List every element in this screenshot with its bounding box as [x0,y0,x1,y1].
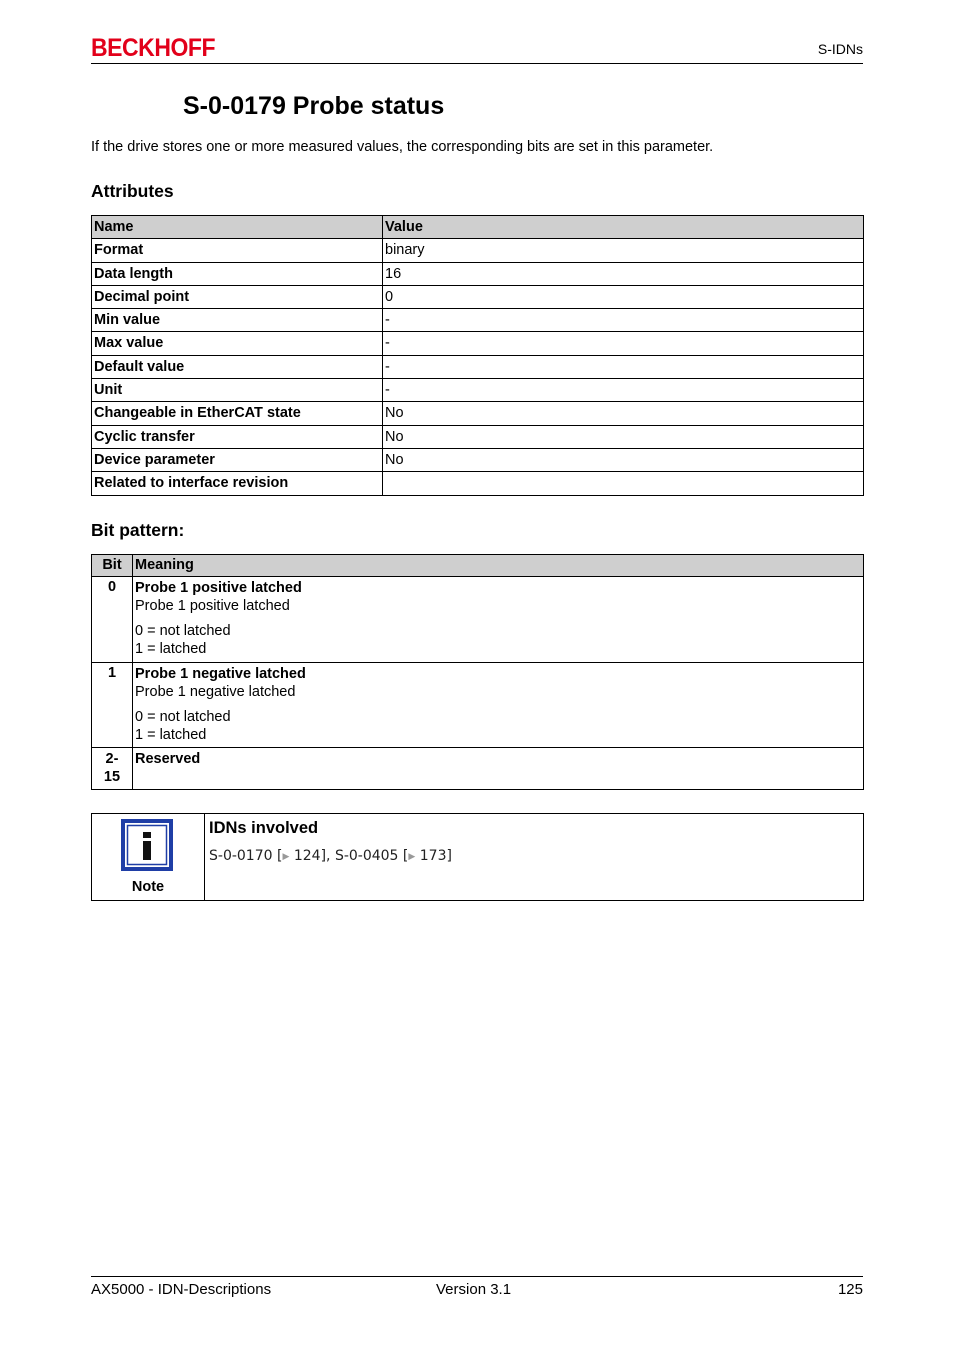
note-icon-cell [92,814,205,900]
bit-number: 0 [92,577,133,663]
attr-name: Unit [92,379,383,402]
bit-meaning-title: Probe 1 negative latched [135,666,306,682]
note-box [91,813,864,901]
table-row [92,425,864,448]
page-title: S-0-0179 Probe status [183,92,445,120]
table-row [92,262,864,285]
attr-value: No [383,448,864,471]
table-row [92,402,864,425]
bit-pattern-table [91,554,864,790]
table-header-row [92,555,864,577]
table-row [92,379,864,402]
bit-meaning-description: Probe 1 negative latched [135,684,296,700]
attributes-table [91,215,864,496]
footer-divider [91,1276,863,1277]
idn-reference-link[interactable]: S-0-0405 [▶ 173] [334,848,452,864]
footer-document-name: AX5000 - IDN-Descriptions [91,1281,272,1298]
note-references: S-0-0170 [▶ 124], S-0-0405 [▶ 173] [209,848,452,864]
column-header-meaning: Meaning [133,555,864,577]
attr-value: No [383,402,864,425]
column-header-bit: Bit [92,555,133,577]
attr-value: binary [383,239,864,262]
attr-name: Min value [92,309,383,332]
column-header-name: Name [92,216,383,239]
table-row [92,577,864,663]
attr-name: Related to interface revision [92,472,383,495]
attr-value [383,472,864,495]
column-header-value: Value [383,216,864,239]
attr-name: Max value [92,332,383,355]
table-row [92,472,864,495]
attr-name: Data length [92,262,383,285]
bit-meaning [133,748,864,790]
attr-name: Cyclic transfer [92,425,383,448]
attributes-heading: Attributes [91,181,174,201]
table-row [92,309,864,332]
info-icon [121,819,173,871]
attr-value: 16 [383,262,864,285]
header-divider [91,63,863,64]
table-row [92,748,864,790]
bit-meaning-description: Probe 1 positive latched [135,598,290,614]
attr-value: - [383,379,864,402]
table-row [92,285,864,308]
note-title: IDNs involved [209,819,319,837]
page-arrow-icon: ▶ [408,852,416,862]
attr-value: - [383,355,864,378]
attr-name: Format [92,239,383,262]
attr-value: - [383,332,864,355]
bit-meaning-title: Reserved [135,751,201,767]
attr-value: 0 [383,285,864,308]
attr-name: Changeable in EtherCAT state [92,402,383,425]
table-header-row [92,216,864,239]
bit-value-0: 0 = not latched [135,709,231,725]
footer-version: Version 3.1 [436,1281,512,1298]
bit-pattern-heading: Bit pattern: [91,520,185,540]
note-label: Note [131,879,165,895]
table-row [92,448,864,471]
header-section-label: S-IDNs [817,41,863,57]
table-row [92,355,864,378]
bit-number: 1 [92,663,133,748]
bit-value-1: 1 = latched [135,727,207,743]
attr-value: No [383,425,864,448]
attr-value: - [383,309,864,332]
bit-meaning-title: Probe 1 positive latched [135,580,302,596]
table-row [92,239,864,262]
bit-meaning [133,577,864,663]
footer-page-number: 125 [837,1281,863,1298]
page-arrow-icon: ▶ [282,852,290,862]
bit-value-1: 1 = latched [135,641,207,657]
bit-meaning [133,663,864,748]
beckhoff-logo: BECKHOFF [91,34,216,62]
idn-reference-link[interactable]: S-0-0170 [▶ 124] [209,848,327,864]
table-row [92,663,864,748]
bit-number: 2- 15 [92,748,133,790]
intro-text: If the drive stores one or more measured values, the corresponding bits are set in this parameter. [91,139,714,155]
table-row [92,332,864,355]
attr-name: Device parameter [92,448,383,471]
attr-name: Decimal point [92,285,383,308]
bit-value-0: 0 = not latched [135,623,231,639]
attr-name: Default value [92,355,383,378]
